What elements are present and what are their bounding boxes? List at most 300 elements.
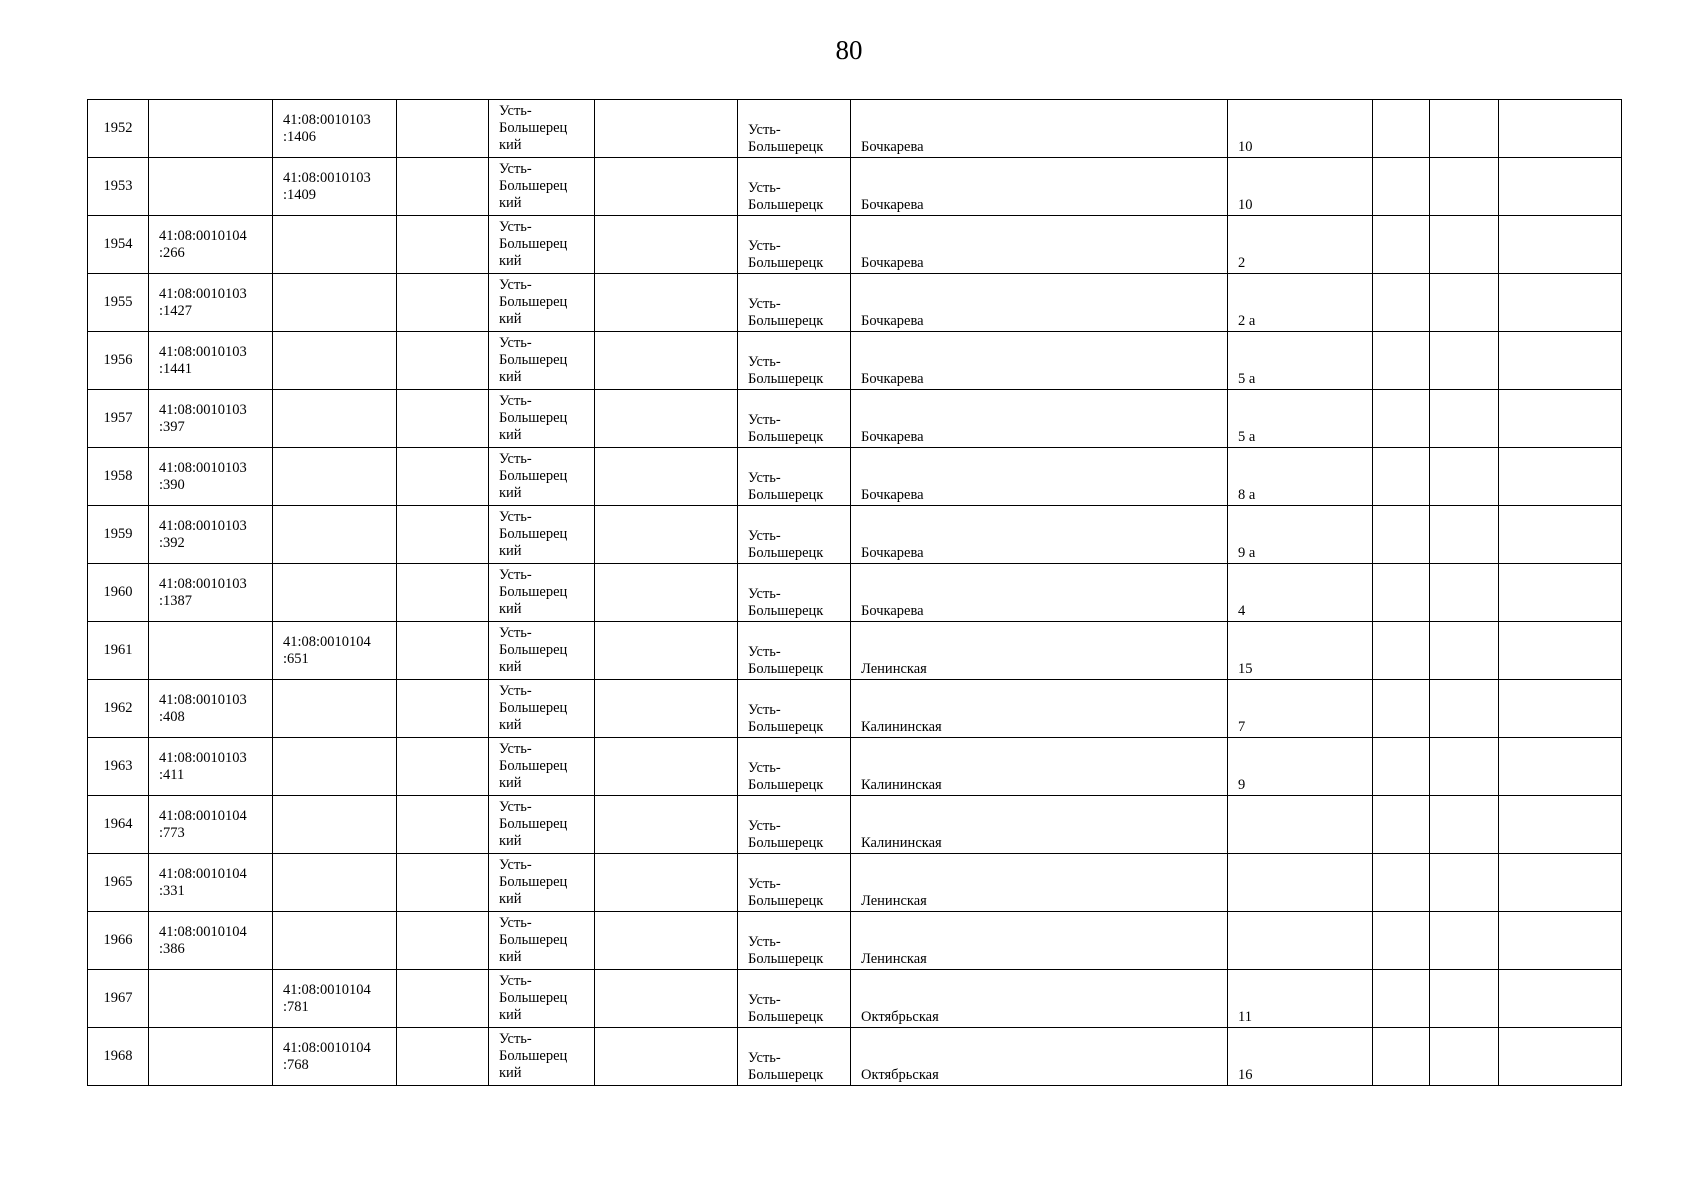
district-line2: Большерец [499,352,568,368]
district-line3: кий [499,949,522,965]
district-line2: Большерец [499,642,568,658]
locality-line1: Усть- [748,412,781,428]
parent-cadastral-number-cell [273,158,397,216]
empty-cell [1430,332,1499,390]
empty-cell [1499,506,1622,564]
cadastral-number-line1: 41:08:0010103 [159,691,247,708]
empty-cell [595,680,738,738]
street-cell [851,158,1228,216]
locality-line1: Усть- [748,992,781,1008]
house-number-cell [1228,158,1373,216]
parent-cadastral-number-line2: :1409 [283,186,317,203]
locality-line1: Усть- [748,122,781,138]
district-line3: кий [499,1065,522,1081]
locality-cell [738,448,851,506]
table-row [88,680,1622,738]
street-cell [851,274,1228,332]
empty-cell [397,274,489,332]
table-row [88,332,1622,390]
district-line1: Усть- [499,161,532,177]
house-number: 2 а [1238,313,1256,329]
locality-cell [738,680,851,738]
empty-cell [1373,912,1430,970]
cadastral-number-line2: :331 [159,882,185,899]
empty-cell [1499,564,1622,622]
locality-line1: Усть- [748,470,781,486]
district-line1: Усть- [499,451,532,467]
district-line1: Усть- [499,335,532,351]
locality-line2: Большерецк [748,255,824,271]
district-line1: Усть- [499,393,532,409]
registry-table [87,99,1622,1086]
empty-cell [1430,854,1499,912]
row-number: 1955 [103,294,133,310]
locality-line2: Большерецк [748,603,824,619]
empty-cell [1430,506,1499,564]
parent-cadastral-number-cell [273,448,397,506]
empty-cell [595,448,738,506]
locality-line1: Усть- [748,1050,781,1066]
street-name: Бочкарева [861,313,924,329]
locality-line1: Усть- [748,180,781,196]
table-row [88,448,1622,506]
locality-cell [738,274,851,332]
locality-cell [738,564,851,622]
locality-line1: Усть- [748,934,781,950]
locality-line1: Усть- [748,702,781,718]
cadastral-number-line1: 41:08:0010104 [159,227,247,244]
empty-cell [1430,970,1499,1028]
empty-cell [1373,506,1430,564]
district-line2: Большерец [499,178,568,194]
locality-cell [738,738,851,796]
locality-cell [738,390,851,448]
empty-cell [1430,796,1499,854]
parent-cadastral-number-line2: :781 [283,998,309,1015]
locality-cell [738,100,851,158]
cadastral-number-line2: :1387 [159,592,193,609]
table-row [88,912,1622,970]
house-number-cell [1228,506,1373,564]
empty-cell [1430,738,1499,796]
cadastral-number-cell [149,796,273,854]
house-number-cell [1228,100,1373,158]
house-number: 15 [1238,661,1253,677]
empty-cell [1499,158,1622,216]
row-number-cell [88,448,149,506]
district-line1: Усть- [499,741,532,757]
empty-cell [397,738,489,796]
locality-line2: Большерецк [748,777,824,793]
district-cell [489,332,595,390]
district-cell [489,970,595,1028]
locality-cell [738,854,851,912]
locality-line2: Большерецк [748,1067,824,1083]
row-number-cell [88,1028,149,1086]
house-number-cell [1228,332,1373,390]
row-number-cell [88,564,149,622]
row-number-cell [88,390,149,448]
empty-cell [397,216,489,274]
street-name: Калининская [861,835,942,851]
row-number: 1960 [103,584,133,600]
cadastral-number-line1: 41:08:0010104 [159,923,247,940]
table-row [88,216,1622,274]
house-number: 7 [1238,719,1246,735]
cadastral-number-line2: :390 [159,476,185,493]
parent-cadastral-number-line2: :768 [283,1056,309,1073]
empty-cell [595,216,738,274]
empty-cell [1499,1028,1622,1086]
district-line2: Большерец [499,990,568,1006]
empty-cell [1373,564,1430,622]
cadastral-number-cell [149,622,273,680]
house-number-cell [1228,564,1373,622]
cadastral-number-cell [149,332,273,390]
empty-cell [397,158,489,216]
district-line2: Большерец [499,468,568,484]
house-number: 4 [1238,603,1246,619]
empty-cell [595,796,738,854]
parent-cadastral-number-line1: 41:08:0010103 [283,169,371,186]
street-cell [851,390,1228,448]
parent-cadastral-number-cell [273,622,397,680]
street-cell [851,332,1228,390]
district-line2: Большерец [499,1048,568,1064]
locality-line2: Большерецк [748,951,824,967]
empty-cell [1373,622,1430,680]
cadastral-number-line1: 41:08:0010103 [159,575,247,592]
row-number: 1965 [103,874,133,890]
district-cell [489,1028,595,1086]
table-row [88,564,1622,622]
district-line2: Большерец [499,700,568,716]
district-line1: Усть- [499,509,532,525]
district-cell [489,506,595,564]
empty-cell [1499,390,1622,448]
street-name: Бочкарева [861,255,924,271]
empty-cell [595,912,738,970]
empty-cell [1373,390,1430,448]
locality-cell [738,158,851,216]
cadastral-number-cell [149,854,273,912]
district-line2: Большерец [499,758,568,774]
empty-cell [1430,564,1499,622]
house-number-cell [1228,216,1373,274]
row-number: 1964 [103,816,133,832]
locality-line2: Большерецк [748,429,824,445]
locality-line1: Усть- [748,238,781,254]
street-name: Бочкарева [861,487,924,503]
empty-cell [595,506,738,564]
cadastral-number-line2: :397 [159,418,185,435]
house-number: 8 а [1238,487,1256,503]
cadastral-number-line2: :386 [159,940,185,957]
district-line3: кий [499,195,522,211]
empty-cell [1430,912,1499,970]
street-cell [851,564,1228,622]
cadastral-number-line1: 41:08:0010103 [159,517,247,534]
district-line3: кий [499,137,522,153]
table-row [88,622,1622,680]
empty-cell [1499,738,1622,796]
empty-cell [1499,332,1622,390]
locality-line1: Усть- [748,586,781,602]
cadastral-number-line2: :773 [159,824,185,841]
parent-cadastral-number-cell [273,796,397,854]
row-number-cell [88,796,149,854]
street-name: Ленинская [861,951,927,967]
cadastral-number-line1: 41:08:0010104 [159,807,247,824]
empty-cell [1499,274,1622,332]
empty-cell [595,854,738,912]
district-cell [489,680,595,738]
street-name: Ленинская [861,661,927,677]
district-line2: Большерец [499,120,568,136]
locality-line1: Усть- [748,644,781,660]
table-row [88,854,1622,912]
house-number-cell [1228,796,1373,854]
district-line3: кий [499,543,522,559]
district-line3: кий [499,311,522,327]
empty-cell [1373,1028,1430,1086]
cadastral-number-line2: :1427 [159,302,193,319]
parent-cadastral-number-cell [273,100,397,158]
street-name: Бочкарева [861,197,924,213]
empty-cell [1430,216,1499,274]
empty-cell [595,274,738,332]
district-cell [489,738,595,796]
empty-cell [1373,680,1430,738]
empty-cell [397,622,489,680]
district-line1: Усть- [499,277,532,293]
district-line3: кий [499,833,522,849]
house-number: 11 [1238,1009,1252,1025]
empty-cell [397,332,489,390]
locality-cell [738,506,851,564]
empty-cell [397,1028,489,1086]
empty-cell [1499,100,1622,158]
empty-cell [1499,622,1622,680]
cadastral-number-line1: 41:08:0010103 [159,749,247,766]
table-row [88,100,1622,158]
cadastral-number-cell [149,680,273,738]
row-number-cell [88,332,149,390]
empty-cell [1373,332,1430,390]
empty-cell [1430,680,1499,738]
house-number: 5 а [1238,429,1256,445]
empty-cell [1430,158,1499,216]
row-number: 1966 [103,932,133,948]
street-cell [851,216,1228,274]
row-number: 1961 [103,642,133,658]
empty-cell [397,796,489,854]
district-line1: Усть- [499,219,532,235]
locality-cell [738,970,851,1028]
table-row [88,738,1622,796]
empty-cell [595,390,738,448]
empty-cell [397,100,489,158]
table-row [88,274,1622,332]
cadastral-number-cell [149,100,273,158]
locality-cell [738,622,851,680]
row-number: 1968 [103,1048,133,1064]
parent-cadastral-number-cell [273,970,397,1028]
house-number: 5 а [1238,371,1256,387]
empty-cell [595,100,738,158]
table-row [88,506,1622,564]
cadastral-number-line1: 41:08:0010103 [159,459,247,476]
empty-cell [595,332,738,390]
house-number-cell [1228,854,1373,912]
cadastral-number-line1: 41:08:0010104 [159,865,247,882]
street-name: Ленинская [861,893,927,909]
street-cell [851,680,1228,738]
cadastral-number-cell [149,216,273,274]
house-number-cell [1228,1028,1373,1086]
table-row [88,796,1622,854]
district-line2: Большерец [499,584,568,600]
row-number-cell [88,216,149,274]
locality-line2: Большерецк [748,139,824,155]
district-line2: Большерец [499,236,568,252]
district-line1: Усть- [499,1031,532,1047]
street-cell [851,738,1228,796]
empty-cell [1430,100,1499,158]
empty-cell [397,448,489,506]
locality-cell [738,332,851,390]
locality-line2: Большерецк [748,893,824,909]
district-line1: Усть- [499,625,532,641]
row-number: 1956 [103,352,133,368]
district-cell [489,622,595,680]
street-name: Бочкарева [861,139,924,155]
row-number: 1962 [103,700,133,716]
row-number-cell [88,158,149,216]
street-name: Бочкарева [861,603,924,619]
cadastral-number-cell [149,1028,273,1086]
locality-line1: Усть- [748,818,781,834]
district-cell [489,158,595,216]
district-line3: кий [499,601,522,617]
empty-cell [397,506,489,564]
empty-cell [1430,1028,1499,1086]
empty-cell [595,564,738,622]
parent-cadastral-number-cell [273,216,397,274]
locality-cell [738,796,851,854]
parent-cadastral-number-line1: 41:08:0010103 [283,111,371,128]
locality-line2: Большерецк [748,197,824,213]
cadastral-number-line2: :266 [159,244,185,261]
row-number-cell [88,622,149,680]
locality-line2: Большерецк [748,313,824,329]
house-number: 10 [1238,139,1253,155]
empty-cell [1373,970,1430,1028]
house-number-cell [1228,448,1373,506]
district-line3: кий [499,369,522,385]
parent-cadastral-number-line2: :1406 [283,128,317,145]
district-line1: Усть- [499,857,532,873]
street-cell [851,448,1228,506]
district-line3: кий [499,1007,522,1023]
parent-cadastral-number-cell [273,1028,397,1086]
row-number: 1959 [103,526,133,542]
locality-line2: Большерецк [748,661,824,677]
empty-cell [1373,448,1430,506]
empty-cell [1430,622,1499,680]
house-number: 16 [1238,1067,1253,1083]
district-line1: Усть- [499,683,532,699]
row-number-cell [88,100,149,158]
district-line2: Большерец [499,410,568,426]
locality-line2: Большерецк [748,487,824,503]
cadastral-number-cell [149,564,273,622]
district-cell [489,854,595,912]
district-cell [489,216,595,274]
district-line2: Большерец [499,526,568,542]
street-cell [851,854,1228,912]
district-cell [489,390,595,448]
street-name: Октябрьская [861,1009,939,1025]
empty-cell [397,854,489,912]
row-number: 1953 [103,178,133,194]
row-number-cell [88,854,149,912]
house-number-cell [1228,390,1373,448]
district-cell [489,448,595,506]
empty-cell [1499,216,1622,274]
house-number: 9 [1238,777,1246,793]
locality-line1: Усть- [748,296,781,312]
district-line3: кий [499,427,522,443]
district-line3: кий [499,485,522,501]
parent-cadastral-number-line1: 41:08:0010104 [283,633,371,650]
house-number-cell [1228,622,1373,680]
street-cell [851,1028,1228,1086]
street-cell [851,970,1228,1028]
parent-cadastral-number-cell [273,564,397,622]
district-line2: Большерец [499,932,568,948]
empty-cell [1373,738,1430,796]
empty-cell [1373,796,1430,854]
street-cell [851,100,1228,158]
parent-cadastral-number-line2: :651 [283,650,309,667]
cadastral-number-cell [149,390,273,448]
house-number-cell [1228,970,1373,1028]
house-number: 2 [1238,255,1246,271]
cadastral-number-line2: :408 [159,708,185,725]
table-row [88,970,1622,1028]
empty-cell [1430,274,1499,332]
table-row [88,390,1622,448]
street-cell [851,796,1228,854]
locality-line1: Усть- [748,876,781,892]
parent-cadastral-number-cell [273,680,397,738]
table-row [88,158,1622,216]
cadastral-number-line1: 41:08:0010103 [159,343,247,360]
page-number: 80 [835,35,863,65]
empty-cell [1373,158,1430,216]
locality-line1: Усть- [748,354,781,370]
empty-cell [1373,854,1430,912]
street-name: Бочкарева [861,371,924,387]
row-number: 1967 [103,990,133,1006]
street-cell [851,912,1228,970]
district-line2: Большерец [499,816,568,832]
street-name: Бочкарева [861,545,924,561]
row-number-cell [88,680,149,738]
empty-cell [1373,100,1430,158]
district-line3: кий [499,253,522,269]
